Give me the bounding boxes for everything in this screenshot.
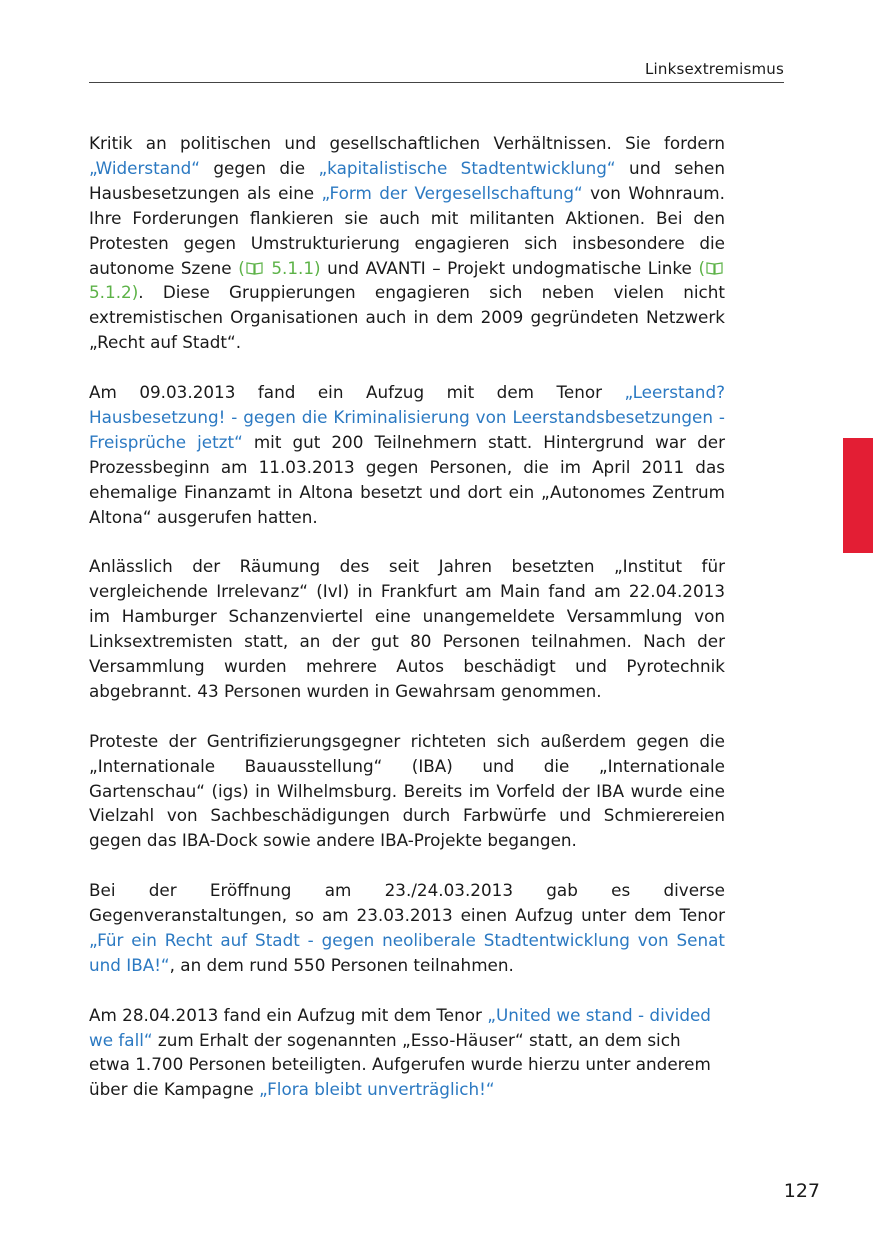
quote-link: „Form der Vergesellschaftung“ bbox=[321, 182, 583, 203]
text: und sehen Hausbesetzungen als eine bbox=[89, 157, 726, 203]
text: Anlässlich der Räumung des seit Jahren besetzten „Institut für vergleichende Irrelevanz“ (IvI) in Frankfurt am Main fand am 22.04.2013 im Hamburger Schanzenviertel eine unangemeldete Versammlung von Linksextremisten statt, an der gut 80 Personen teilnahmen. Nach der Versammlung wurden mehrere Autos beschädigt und Pyrotechnik abgebrannt. 43 Personen wurden in Gewahrsam genommen. bbox=[89, 556, 725, 701]
chapter-tab-marker bbox=[843, 438, 873, 553]
body-text bbox=[89, 131, 725, 1127]
text: , an dem rund 550 Personen teilnahmen. bbox=[169, 954, 514, 975]
book-icon bbox=[246, 261, 263, 275]
text: Am 09.03.2013 fand ein Aufzug mit dem Tenor bbox=[89, 382, 625, 403]
paragraph-1 bbox=[89, 131, 725, 355]
text: Proteste der Gentrifizierungsgegner richteten sich außerdem gegen die „Internationale Bauausstellung“ (IBA) und die „Internationale Gartenschau“ (igs) in Wilhelmsburg. Bereits im Vorfeld der IBA wurde eine Vielzahl von Sachbeschädigungen durch Farbwürfe und Schmierereien gegen das IBA-Dock sowie andere IBA-Projekte begangen. bbox=[89, 730, 725, 851]
cross-reference-link[interactable]: ( 5.1.1) bbox=[238, 257, 321, 278]
text: mit gut 200 Teilnehmern statt. Hintergrund war der Prozessbeginn am 11.03.2013 gegen Personen, die im April 2011 das ehemalige Finanzamt in Altona besetzt und dort ein „Autonomes Zentrum Altona“ ausgerufen hatten. bbox=[89, 431, 725, 527]
text: gegen die bbox=[199, 157, 319, 178]
text: von Wohnraum. Ihre Forderungen flankieren sie auch mit militanten Aktionen. Bei den Protesten gegen Umstrukturierung engagieren sich insbesondere die autonome Szene bbox=[89, 182, 725, 278]
quote-link: „Für ein Recht auf Stadt - gegen neoliberale Stadtentwicklung von Senat und IBA!“ bbox=[89, 929, 725, 975]
quote-link: „Leerstand? Hausbesetzung! - gegen die Kriminalisierung von Leerstandsbesetzungen - Freisprüche jetzt“ bbox=[89, 382, 725, 452]
page-number: 127 bbox=[783, 1180, 820, 1202]
quote-link: „United we stand - divided we fall“ bbox=[89, 1004, 711, 1050]
quote-link: „Flora bleibt unverträglich!“ bbox=[259, 1079, 495, 1100]
text: Bei der Eröffnung am 23./24.03.2013 gab es diverse Gegenveranstaltungen, so am 23.03.2013 einen Aufzug unter dem Tenor bbox=[89, 880, 725, 926]
paragraph-3 bbox=[89, 554, 725, 703]
cross-reference-link[interactable]: ( 5.1.2) bbox=[89, 258, 725, 303]
text: Kritik an politischen und gesellschaftlichen Verhältnissen. Sie fordern bbox=[89, 133, 725, 153]
quote-link: „kapitalistische Stadtentwicklung“ bbox=[318, 157, 616, 178]
text: . Diese Gruppierungen engagieren sich neben vielen nicht extremistischen Organisationen auch in dem 2009 gegründeten Netzwerk „Recht auf Stadt“. bbox=[89, 282, 725, 353]
paragraph-2 bbox=[89, 380, 725, 529]
quote-link: „Widerstand“ bbox=[89, 157, 200, 178]
paragraph-5 bbox=[89, 878, 725, 978]
text: Am 28.04.2013 fand ein Aufzug mit dem Tenor bbox=[89, 1004, 488, 1025]
paragraph-4 bbox=[89, 729, 725, 854]
header-title: Linksextremismus bbox=[644, 60, 784, 78]
text: und AVANTI – Projekt undogmatische Linke bbox=[320, 257, 699, 278]
paragraph-6 bbox=[89, 1003, 725, 1103]
running-header bbox=[89, 58, 784, 83]
text: zum Erhalt der sogenannten „Esso-Häuser“ statt, an dem sich etwa 1.700 Personen beteiligten. Aufgerufen wurde hierzu unter anderem über die Kampagne bbox=[89, 1029, 711, 1100]
reference-number: 5.1.2 bbox=[89, 282, 132, 303]
book-icon bbox=[706, 261, 723, 275]
reference-number: 5.1.1 bbox=[271, 257, 315, 278]
